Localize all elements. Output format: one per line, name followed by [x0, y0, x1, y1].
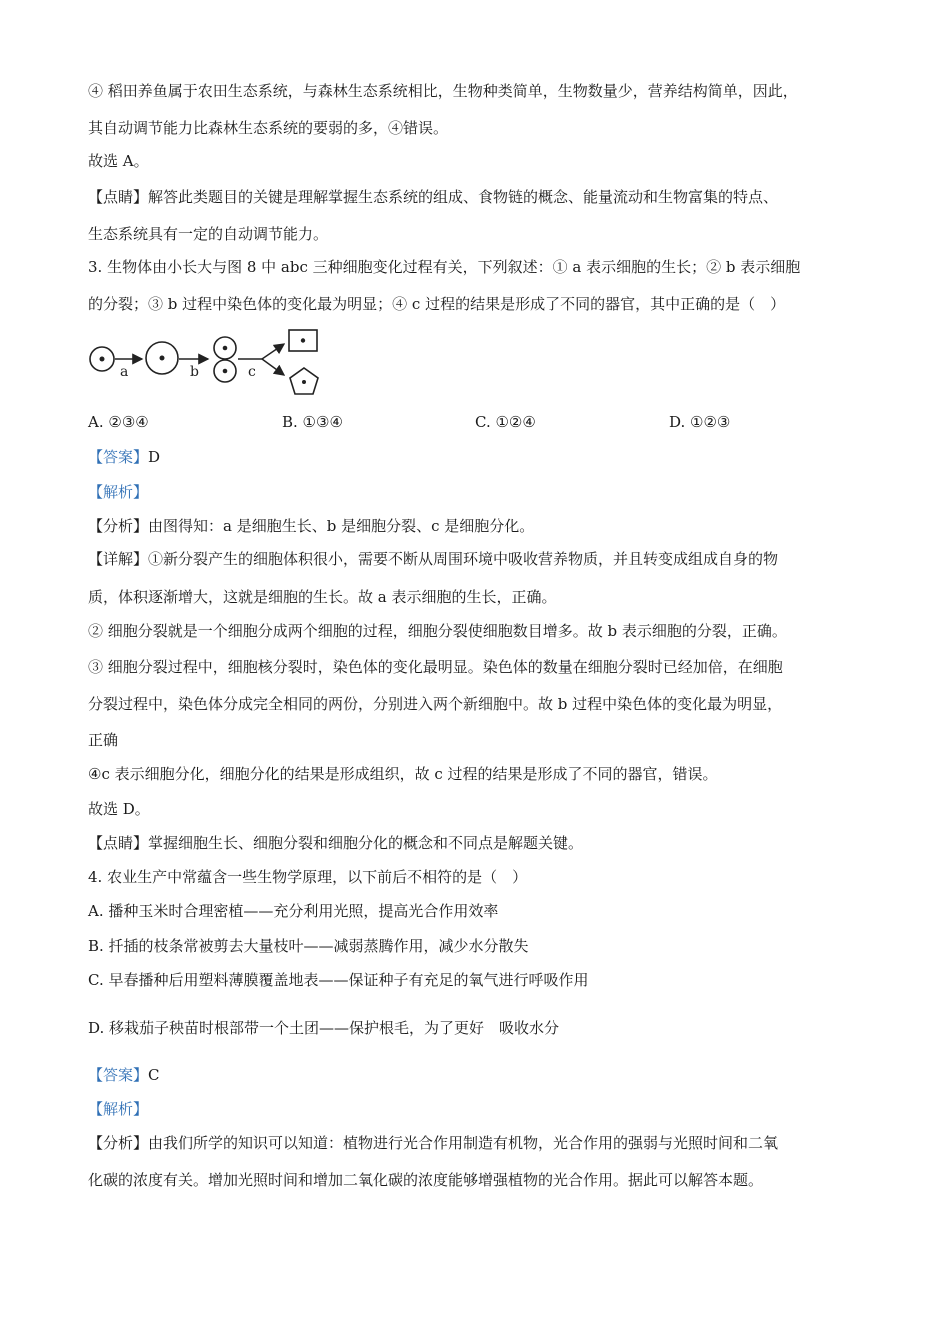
- q4-stem: 4. 农业生产中常蕴含一些生物学原理，以下前后不相符的是（ ）: [88, 868, 528, 886]
- q4-answer-value: C: [148, 1066, 160, 1084]
- q4-jiexi: 【解析】: [88, 1100, 149, 1118]
- q4-option-b: B. 扦插的枝条常被剪去大量枝叶——减弱蒸腾作用，减少水分散失: [88, 937, 529, 955]
- q4-answer-tag: 【答案】: [88, 1066, 149, 1084]
- cell-change-diagram: [88, 326, 338, 398]
- q3-answer-tag: 【答案】: [88, 448, 149, 466]
- q2-dianjing-line1: 【点睛】解答此类题目的关键是理解掌握生态系统的组成、食物链的概念、能量流动和生物富集的特点、: [88, 188, 779, 206]
- q4-option-c: C. 早春播种后用塑料薄膜覆盖地表——保证种子有充足的氧气进行呼吸作用: [88, 971, 589, 989]
- label-a: a: [120, 364, 129, 380]
- square-cell: [289, 330, 317, 351]
- q2-choose: 故选 A。: [88, 152, 149, 170]
- q3-detail-line2: 质，体积逐渐增大，这就是细胞的生长。故 a 表示细胞的生长，正确。: [88, 588, 557, 606]
- small-cell: [90, 347, 114, 371]
- q3-detail-line1: 【详解】①新分裂产生的细胞体积很小，需要不断从周围环境中吸收营养物质，并且转变成组成自身的物: [88, 550, 779, 568]
- pentagon-cell: [290, 368, 318, 394]
- arrow-c-down: [262, 359, 284, 375]
- q3-option-d: D. ①②③: [669, 413, 731, 431]
- label-b: b: [190, 364, 199, 380]
- q4-option-a: A. 播种玉米时合理密植——充分利用光照，提高光合作用效率: [88, 902, 499, 920]
- q4-fenxi-line1: 【分析】由我们所学的知识可以知道：植物进行光合作用制造有机物，光合作用的强弱与光照时间和二氧: [88, 1134, 779, 1152]
- q2-dianjing-line2: 生态系统具有一定的自动调节能力。: [88, 225, 329, 243]
- q3-option-c: C. ①②④: [475, 413, 536, 431]
- q3-answer-value: D: [148, 448, 161, 466]
- q3-detail-line7: ④c 表示细胞分化，细胞分化的结果是形成组织，故 c 过程的结果是形成了不同的器官，错误。: [88, 765, 718, 783]
- q3-detail-line5: 分裂过程中，染色体分成完全相同的两份，分别进入两个新细胞中。故 b 过程中染色体的变化最为明显，: [88, 695, 783, 713]
- q3-fenxi: 【分析】由图得知：a 是细胞生长、b 是细胞分裂、c 是细胞分化。: [88, 517, 535, 535]
- q4-answer: [88, 1064, 160, 1086]
- label-c: c: [248, 364, 256, 380]
- q3-choose: 故选 D。: [88, 800, 150, 818]
- q3-jiexi: 【解析】: [88, 483, 149, 501]
- q4-fenxi-line2: 化碳的浓度有关。增加光照时间和增加二氧化碳的浓度能够增强植物的光合作用。据此可以解答本题。: [88, 1171, 764, 1189]
- q3-detail-line4: ③ 细胞分裂过程中，细胞核分裂时，染色体的变化最明显。染色体的数量在细胞分裂时已经加倍，在细胞: [88, 658, 783, 676]
- q2-point4-line1: ④ 稻田养鱼属于农田生态系统，与森林生态系统相比，生物种类简单，生物数量少，营养结构简单，因此，: [88, 82, 798, 100]
- q3-option-b: B. ①③④: [282, 413, 343, 431]
- divided-cells: [214, 337, 236, 382]
- q2-point4-line2: 其自动调节能力比森林生态系统的要弱的多，④错误。: [88, 119, 449, 137]
- q3-answer: [88, 446, 160, 468]
- q3-detail-line3: ② 细胞分裂就是一个细胞分成两个细胞的过程，细胞分裂使细胞数目增多。故 b 表示细胞的分裂，正确。: [88, 622, 787, 640]
- q3-dianjing: 【点睛】掌握细胞生长、细胞分裂和细胞分化的概念和不同点是解题关键。: [88, 834, 584, 852]
- arrow-c-up: [262, 344, 284, 359]
- q3-option-a: A. ②③④: [88, 413, 149, 431]
- q3-detail-line6: 正确: [88, 731, 119, 749]
- q3-stem-line2: 的分裂；③ b 过程中染色体的变化最为明显；④ c 过程的结果是形成了不同的器官，其中正确的是（ ）: [88, 295, 786, 313]
- q4-option-d: D. 移栽茄子秧苗时根部带一个土团——保护根毛，为了更好 吸收水分: [88, 1019, 560, 1037]
- q3-stem-line1: 3. 生物体由小长大与图 8 中 abc 三种细胞变化过程有关，下列叙述：① a 表示细胞的生长；② b 表示细胞: [88, 258, 801, 276]
- grown-cell: [146, 342, 178, 374]
